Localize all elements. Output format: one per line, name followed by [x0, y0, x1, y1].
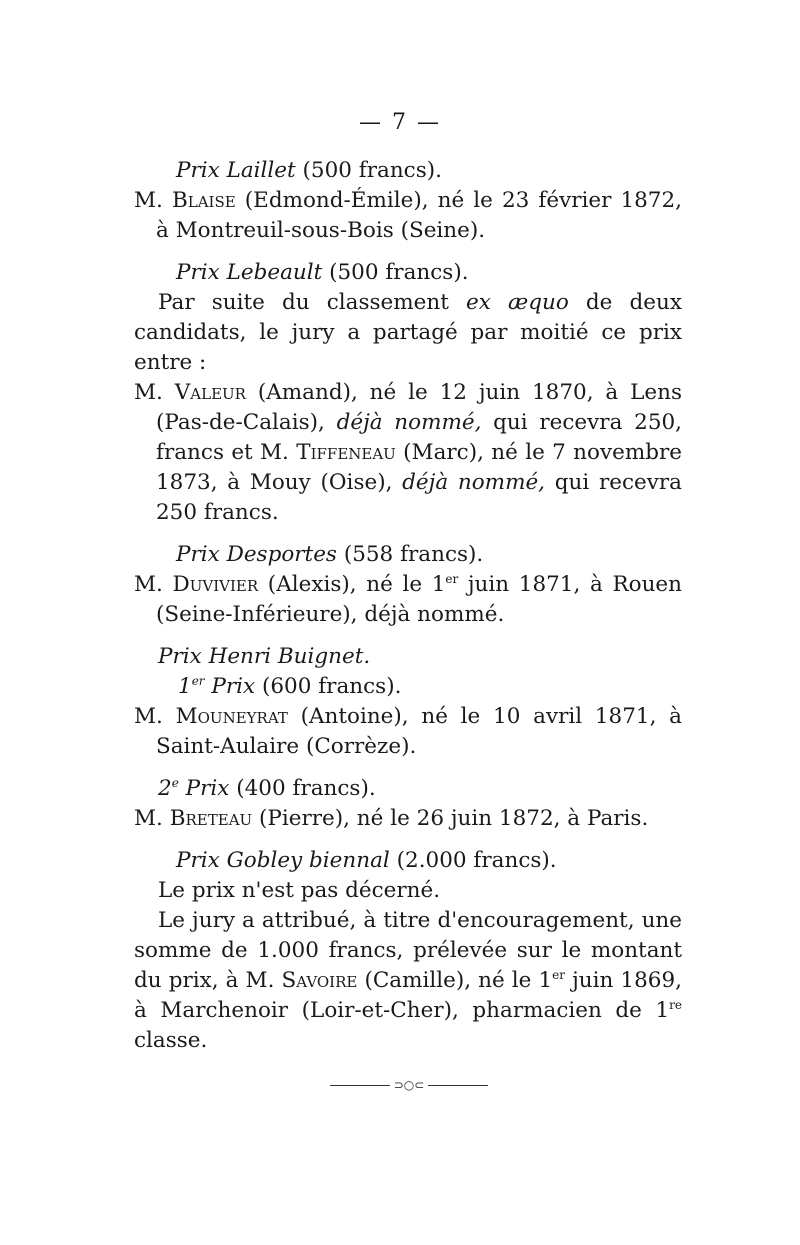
ornamental-rule — [330, 1079, 488, 1091]
laureates-valeur-tiffeneau: M. Valeur (Amand), né le 12 juin 1870, à Lens (Pas-de-Calais), déjà nommé, qui recevra 250, francs et M. Tiffeneau (Marc), né le 7 novembre 1873, à Mouy (Oise), déjà nommé, qui recevra 250 francs. — [134, 380, 683, 525]
surname: Valeur — [174, 380, 246, 405]
surname: Savoire — [281, 968, 358, 993]
prize-subheading-second: 2e Prix (400 francs). — [158, 775, 376, 801]
prize-heading-laillet: Prix Laillet (500 francs). — [176, 158, 442, 183]
rule-line-left — [330, 1085, 390, 1086]
paragraph-not-awarded: Le prix n'est pas décerné. — [158, 878, 441, 903]
laureate-mouneyrat: M. Mouneyrat (Antoine), né le 10 avril 1871, à Saint-Aulaire (Corrèze). — [134, 704, 682, 759]
laureate-blaise: M. Blaise (Edmond-Émile), né le 23 février 1872, à Montreuil-sous-Bois (Seine). — [134, 188, 682, 243]
fleuron-icon: ⊃○⊂ — [393, 1078, 425, 1092]
surname: Mouneyrat — [175, 704, 288, 729]
rule-line-right — [428, 1085, 488, 1086]
prize-heading-buignet: Prix Henri Buignet. — [158, 644, 371, 669]
prize-subheading-first: 1er Prix (600 francs). — [178, 673, 402, 699]
laureate-breteau: M. Breteau (Pierre), né le 26 juin 1872, à Paris. — [134, 806, 649, 831]
prize-heading-lebeault: Prix Lebeault (500 francs). — [176, 260, 469, 285]
page-number: — 7 — — [359, 110, 441, 135]
surname: Blaise — [171, 188, 236, 213]
laureate-duvivier: M. Duvivier (Alexis), né le 1er juin 1871, à Rouen (Seine-Inférieure), déjà nommé. — [134, 571, 682, 627]
surname: Tiffeneau — [296, 440, 396, 465]
prize-heading-desportes: Prix Desportes (558 francs). — [176, 542, 484, 567]
surname: Duvivier — [172, 572, 259, 597]
paragraph-lebeault-intro: Par suite du classement ex æquo de deux candidats, le jury a partagé par moitié ce prix entre : — [134, 290, 682, 375]
paragraph-encouragement: Le jury a attribué, à titre d'encouragement, une somme de 1.000 francs, prélevée sur le montant du prix, à M. Savoire (Camille), né le 1er juin 1869, à Marchenoir (Loir-et-Cher), pharmacien de 1re classe. — [134, 908, 682, 1053]
document-body — [134, 156, 682, 1056]
surname: Breteau — [169, 806, 253, 831]
prize-heading-gobley: Prix Gobley biennal (2.000 francs). — [176, 848, 557, 873]
